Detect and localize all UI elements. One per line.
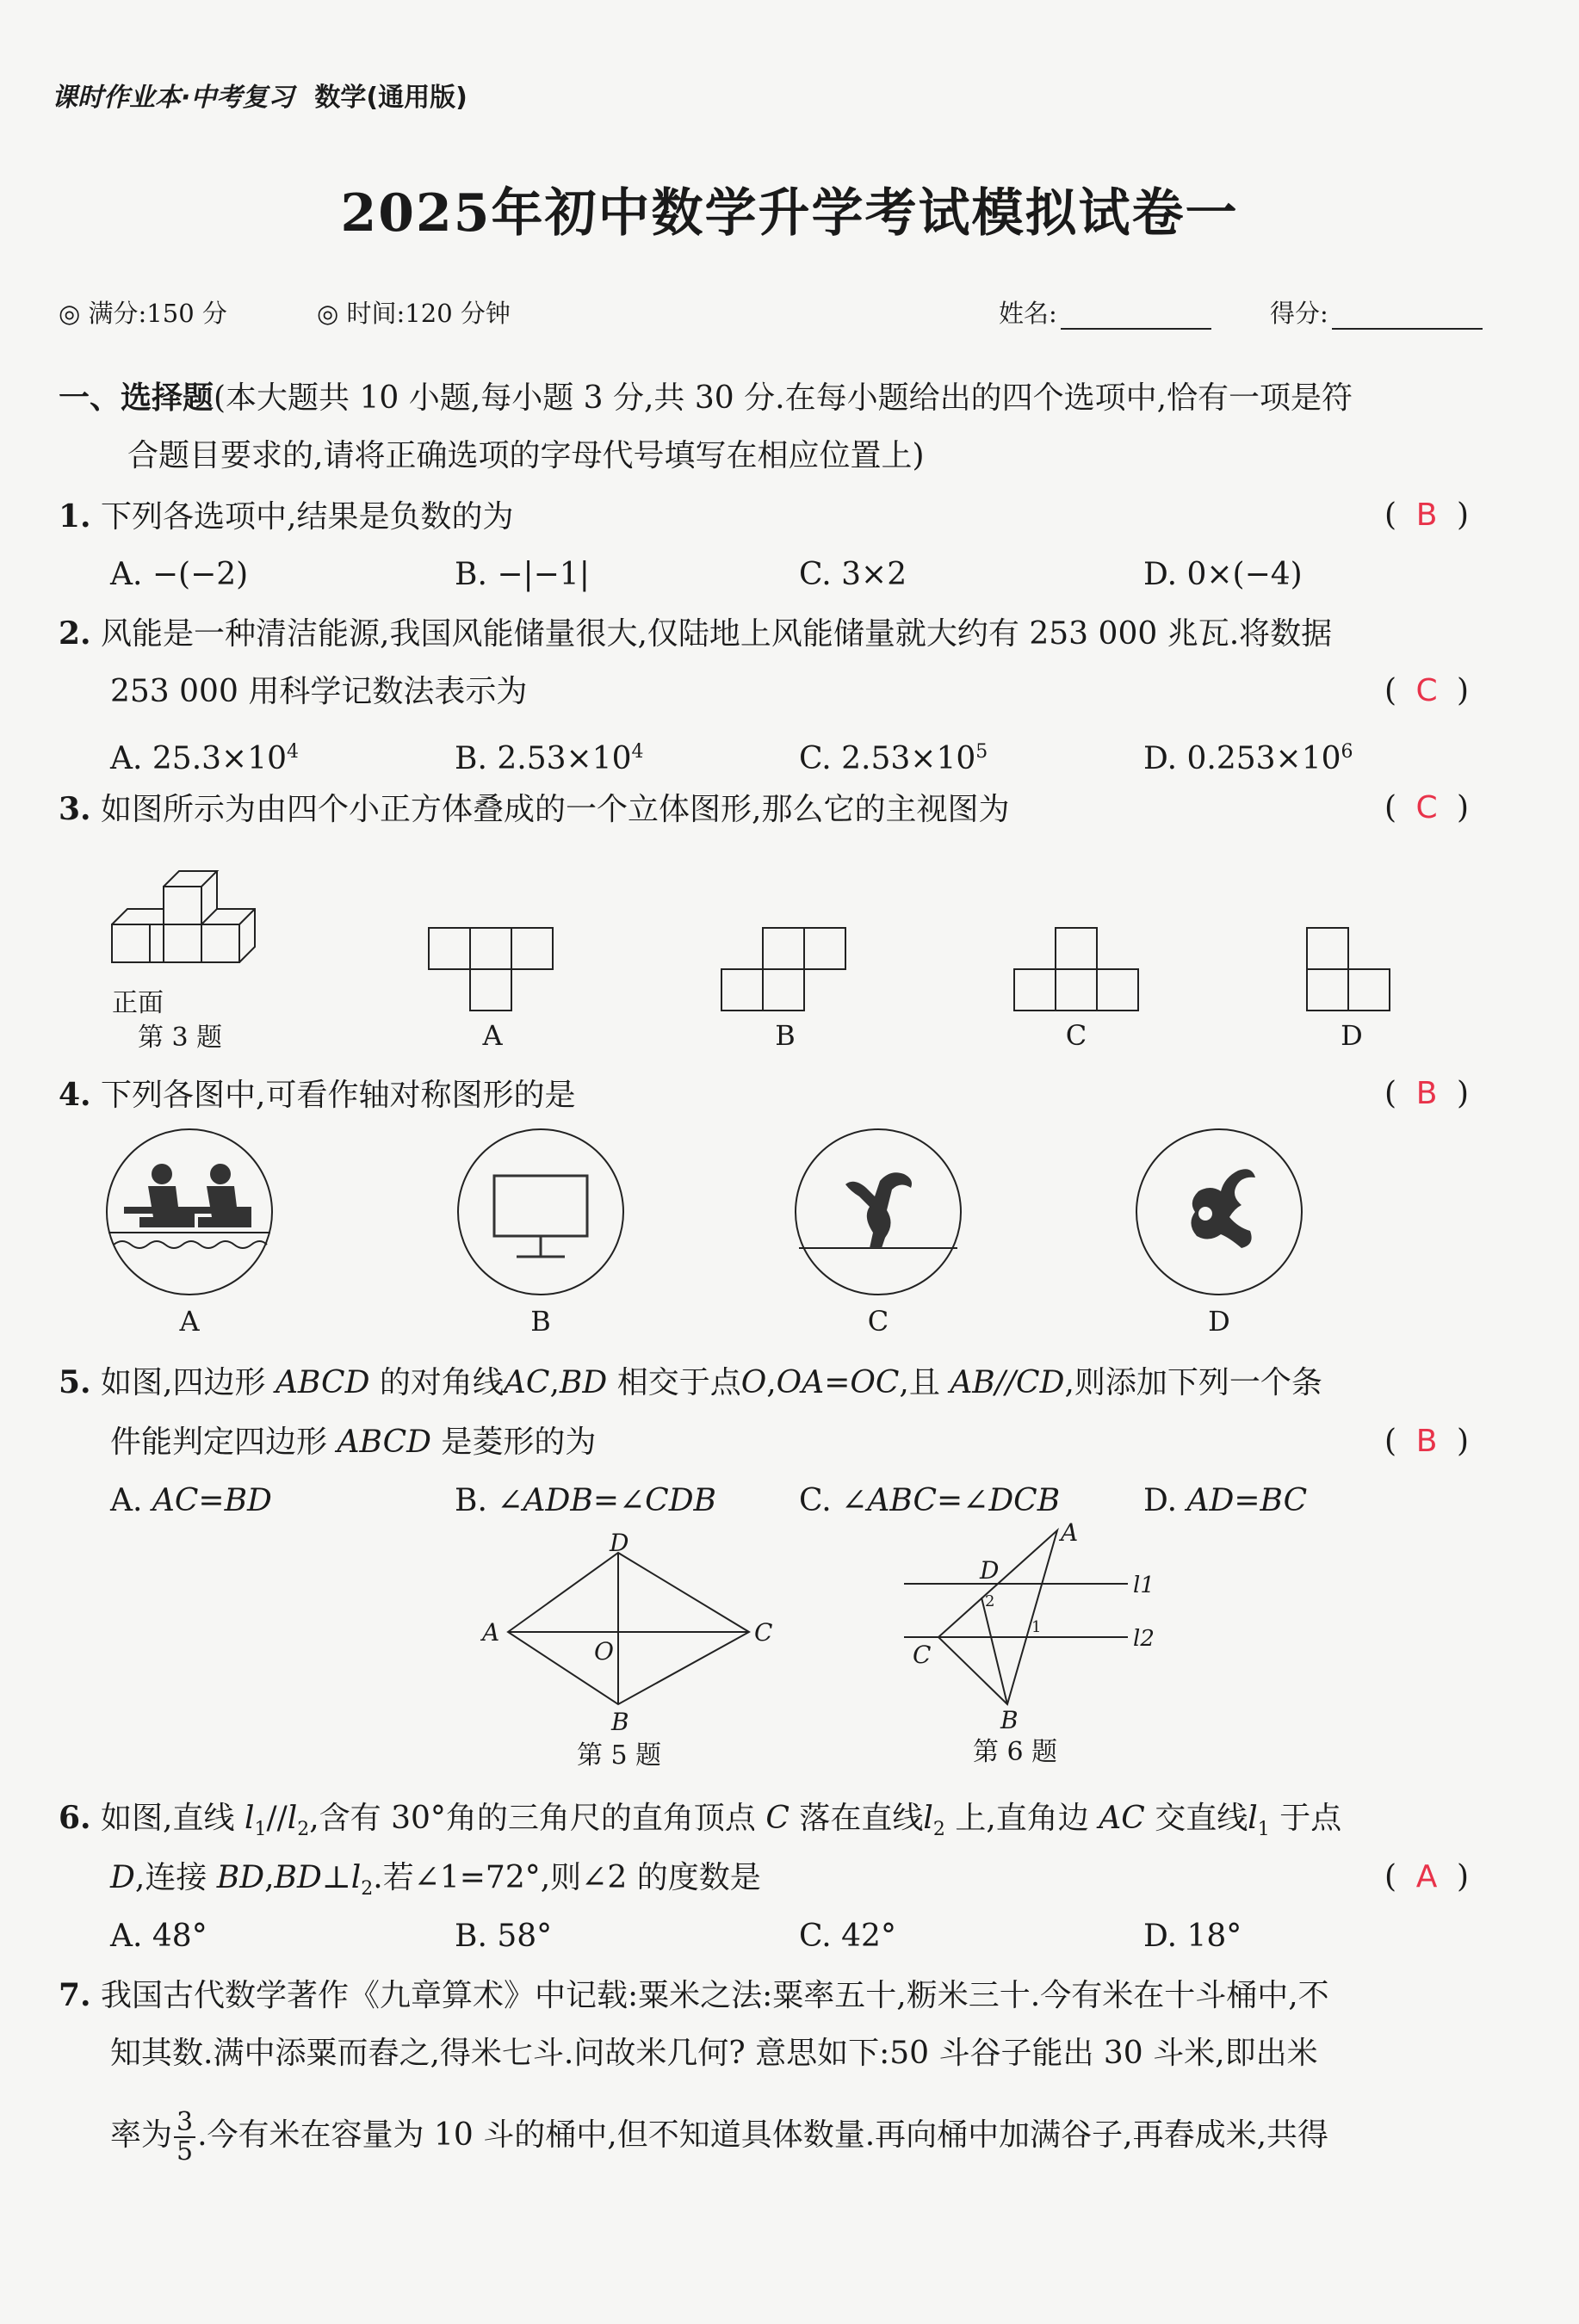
q4-answer: ( B ): [1384, 1076, 1470, 1111]
q6-l1-b: l: [1248, 1801, 1258, 1836]
q5-line2-a: 件能判定四边形: [110, 1425, 337, 1460]
q5-text-d: ,且: [899, 1365, 950, 1400]
name-label: 姓名:: [999, 299, 1057, 328]
q5-var-abcd: ABCD: [275, 1365, 370, 1400]
q6-perp: ⊥: [321, 1860, 351, 1895]
q4-gymnast-icon: [794, 1128, 963, 1296]
q3-front-label: 正面: [112, 988, 164, 1018]
name-blank: [1061, 306, 1211, 330]
q5-text-c: 相交于点: [607, 1365, 741, 1400]
q7-line3-post: .今有米在容量为 10 斗的桶中,但不知道具体数量.再向桶中加满谷子,再舂成米,共得: [197, 2117, 1329, 2153]
q3-label-a: A: [482, 1019, 503, 1052]
q6-angle-2: 2: [985, 1592, 995, 1610]
q5-option-a-pre: A.: [110, 1483, 152, 1518]
q2-option-a-exp: 4: [287, 741, 300, 763]
q6-l1: l: [244, 1801, 255, 1836]
q5-line2-var: ABCD: [337, 1425, 431, 1460]
q7-line1: 我国古代数学著作《九章算术》中记载:粟米之法:粟率五十,粝米三十.今有米在十斗桶中,不: [101, 1978, 1329, 2013]
q2-option-d-text: D. 0.253×10: [1143, 741, 1341, 776]
q6-text-e: 交直线: [1144, 1801, 1248, 1836]
q7-line3: [110, 2109, 1328, 2166]
q2-option-c-text: C. 2.53×10: [799, 741, 976, 776]
q6-var-bd2: BD: [274, 1860, 322, 1895]
q1-answer-letter: B: [1415, 498, 1438, 533]
q6-line-l1: l1: [1133, 1573, 1155, 1598]
q5-option-a: [110, 1482, 272, 1520]
q2-stem: [59, 615, 1332, 653]
q6-text-a: 如图,直线: [101, 1801, 245, 1836]
q6-stem: [59, 1799, 1341, 1849]
q6-l2b-sub: 2: [932, 1819, 945, 1841]
q5-option-d-pre: D.: [1143, 1483, 1187, 1518]
book-subject: 数学(通用版): [314, 83, 468, 113]
q6-parallel: //: [266, 1801, 288, 1836]
q1-option-a: A. −(−2): [110, 557, 249, 592]
q2-option-c-exp: 5: [975, 741, 988, 763]
exam-time: ◎ 时间:120 分钟: [317, 299, 511, 328]
q6-l1-sub: 1: [254, 1819, 267, 1841]
q3-number: 3.: [59, 791, 91, 827]
q6-angle-1: 1: [1031, 1618, 1042, 1636]
book-title: 课时作业本·中考复习: [52, 83, 294, 113]
q6-l2-b: l: [923, 1801, 933, 1836]
score-field: [1270, 294, 1483, 330]
q5-line2: [110, 1424, 596, 1462]
q2-option-a-text: A. 25.3×10: [110, 741, 288, 776]
q5-line2-b: 是菱形的为: [430, 1425, 597, 1460]
q5-var-ab-cd: AB//CD: [950, 1365, 1065, 1400]
q5-pt-c: C: [754, 1618, 773, 1647]
q4-number: 4.: [59, 1077, 91, 1113]
q3-answer-letter: C: [1415, 790, 1438, 825]
q5-var-bd: BD: [559, 1365, 608, 1400]
q5-text-a: 如图,四边形: [101, 1365, 276, 1400]
q5-pt-d: D: [610, 1529, 629, 1557]
q6-answer: ( A ): [1384, 1859, 1470, 1894]
q6-var-bd: BD: [216, 1860, 265, 1895]
q5-sep: ,: [549, 1365, 560, 1400]
q6-var-d: D: [110, 1860, 135, 1895]
q5-stem: [59, 1363, 1322, 1402]
q5-text-e: ,则添加下列一个条: [1064, 1365, 1322, 1400]
q6-text-d: 上,直角边: [944, 1801, 1099, 1836]
q7-number: 7.: [59, 1977, 91, 2013]
section-desc-1: (本大题共 10 小题,每小题 3 分,共 30 分.在每小题给出的四个选项中,恰有一项是符: [214, 380, 1353, 416]
q4-rowing-icon: [105, 1128, 274, 1296]
q6-answer-letter: A: [1415, 1859, 1438, 1894]
q3-text: 如图所示为由四个小正方体叠成的一个立体图形,那么它的主视图为: [101, 792, 1010, 827]
q3-stem: [59, 790, 1010, 829]
q5-option-a-text: AC=BD: [152, 1483, 272, 1518]
name-field: [999, 294, 1211, 330]
q3-label-b: B: [775, 1019, 796, 1052]
q5-sep-2: ,: [766, 1365, 777, 1400]
q7-fraction: [174, 2109, 195, 2166]
q7-frac-num: 3: [174, 2109, 195, 2138]
q6-l2-sub: 2: [297, 1819, 310, 1841]
q5-eq: =: [824, 1365, 851, 1400]
book-header: [52, 76, 468, 114]
q7-frac-den: 5: [176, 2136, 194, 2166]
q5-number: 5.: [59, 1364, 91, 1400]
q6-text-c: 落在直线: [789, 1801, 924, 1836]
q6-text-f: 于点: [1269, 1801, 1342, 1836]
q6-fig-caption: 第 6 题: [973, 1737, 1058, 1767]
q3-option-b-view: [721, 928, 851, 1014]
q3-fig-caption: 第 3 题: [138, 1023, 223, 1053]
q3-label-d: D: [1341, 1019, 1363, 1052]
q2-answer: ( C ): [1384, 673, 1470, 708]
q3-option-a-view: [429, 928, 558, 1014]
q4-text: 下列各图中,可看作轴对称图形的是: [101, 1078, 576, 1113]
q5-var-oa: OA: [776, 1365, 825, 1400]
q4-glyph-icon: [1135, 1128, 1303, 1296]
q5-text-b: 的对角线: [369, 1365, 504, 1400]
score-blank: [1332, 306, 1483, 330]
q2-option-a: [110, 733, 299, 778]
q6-l2c-sub: 2: [361, 1878, 374, 1901]
q2-line2: 253 000 用科学记数法表示为: [110, 674, 528, 709]
q3-solid-figure: [103, 852, 276, 990]
q1-option-d: D. 0×(−4): [1143, 557, 1303, 592]
q1-text: 下列各选项中,结果是负数的为: [101, 499, 514, 535]
q6-line2-b: .若∠1=72°,则∠2 的度数是: [373, 1860, 761, 1895]
q5-option-c: [799, 1482, 1060, 1520]
q4-label-d: D: [1208, 1305, 1230, 1338]
q2-option-d: [1143, 733, 1353, 778]
q6-l1b-sub: 1: [1257, 1819, 1270, 1841]
q6-line-l2: l2: [1133, 1626, 1155, 1652]
q6-pt-b: B: [1000, 1706, 1019, 1734]
q5-answer-letter: B: [1415, 1424, 1438, 1459]
q5-option-b: [455, 1482, 716, 1520]
q5-var-ac: AC: [503, 1365, 550, 1400]
score-label: 得分:: [1270, 299, 1328, 328]
q2-option-c: [799, 733, 988, 778]
q4-label-b: B: [530, 1305, 551, 1338]
q4-monitor-icon: [456, 1128, 625, 1296]
q2-option-d-exp: 6: [1341, 741, 1353, 763]
q1-option-c: C. 3×2: [799, 557, 907, 592]
q3-option-c-view: [1014, 928, 1143, 1014]
section-desc-2: 合题目要求的,请将正确选项的字母代号填写在相应位置上): [127, 438, 925, 473]
q6-number: 6.: [59, 1800, 91, 1836]
q1-number: 1.: [59, 498, 91, 535]
q1-answer: ( B ): [1384, 498, 1470, 533]
q5-option-d: [1143, 1482, 1307, 1520]
q1-option-b: B. −|−1|: [455, 557, 590, 592]
q5-option-c-text: ∠ABC=∠DCB: [841, 1483, 1061, 1518]
q6-var-c: C: [765, 1801, 790, 1836]
q6-pt-c: C: [913, 1641, 932, 1669]
q5-option-b-pre: B.: [455, 1483, 498, 1518]
q6-option-d: D. 18°: [1143, 1919, 1242, 1954]
page-title: 2025年初中数学升学考试模拟试卷一: [340, 183, 1239, 244]
q4-stem: [59, 1076, 576, 1115]
section-heading: [59, 379, 1353, 417]
q5-pt-o: O: [594, 1637, 614, 1666]
q3-label-c: C: [1065, 1019, 1087, 1052]
q2-answer-letter: C: [1415, 673, 1438, 708]
q6-sep: ,: [264, 1860, 275, 1895]
q4-label-a: A: [179, 1305, 200, 1338]
q3-option-d-view: [1307, 928, 1402, 1014]
full-score: ◎ 满分:150 分: [59, 299, 227, 328]
q6-text-b: ,含有 30°角的三角尺的直角顶点: [309, 1801, 766, 1836]
q6-l2-c: l: [350, 1860, 362, 1895]
q7-stem: [59, 1976, 1329, 2015]
q5-option-d-text: AD=BC: [1186, 1483, 1308, 1518]
q5-fig-caption: 第 5 题: [577, 1740, 662, 1771]
q6-var-ac: AC: [1099, 1801, 1145, 1836]
q2-option-b-text: B. 2.53×10: [455, 741, 632, 776]
q4-label-c: C: [867, 1305, 889, 1338]
q2-option-b-exp: 4: [631, 741, 644, 763]
q7-line3-pre: 率为: [110, 2117, 173, 2153]
section-title: 一、选择题: [59, 380, 214, 416]
q5-var-o: O: [740, 1365, 767, 1400]
q6-line2-a: ,连接: [134, 1860, 217, 1895]
q6-option-c: C. 42°: [799, 1919, 896, 1954]
q3-answer: ( C ): [1384, 790, 1470, 825]
q6-triangle-figure: [895, 1518, 1171, 1734]
q5-option-c-pre: C.: [799, 1483, 842, 1518]
q2-line1: 风能是一种清洁能源,我国风能储量很大,仅陆地上风能储量就大约有 253 000 兆瓦.将数据: [101, 616, 1333, 652]
q5-option-b-text: ∠ADB=∠CDB: [497, 1483, 717, 1518]
q6-option-a: A. 48°: [110, 1919, 207, 1954]
q6-l2: l: [287, 1801, 298, 1836]
q7-line2: 知其数.满中添粟而舂之,得米七斗.问故米几何? 意思如下:50 斗谷子能出 30 斗米,即出米: [110, 2036, 1318, 2071]
q1-stem: [59, 498, 514, 536]
q5-answer: ( B ): [1384, 1424, 1470, 1459]
q6-pt-d: D: [980, 1556, 1000, 1585]
q5-rhombus-figure: [482, 1529, 775, 1739]
q5-var-oc: OC: [850, 1365, 900, 1400]
q4-answer-letter: B: [1415, 1076, 1438, 1111]
q2-number: 2.: [59, 615, 91, 652]
q5-pt-a: A: [482, 1618, 500, 1647]
q6-option-b: B. 58°: [455, 1919, 553, 1954]
q2-option-b: [455, 733, 643, 778]
q6-pt-a: A: [1061, 1518, 1079, 1547]
q6-line2: [110, 1859, 761, 1908]
q5-pt-b: B: [611, 1708, 629, 1736]
